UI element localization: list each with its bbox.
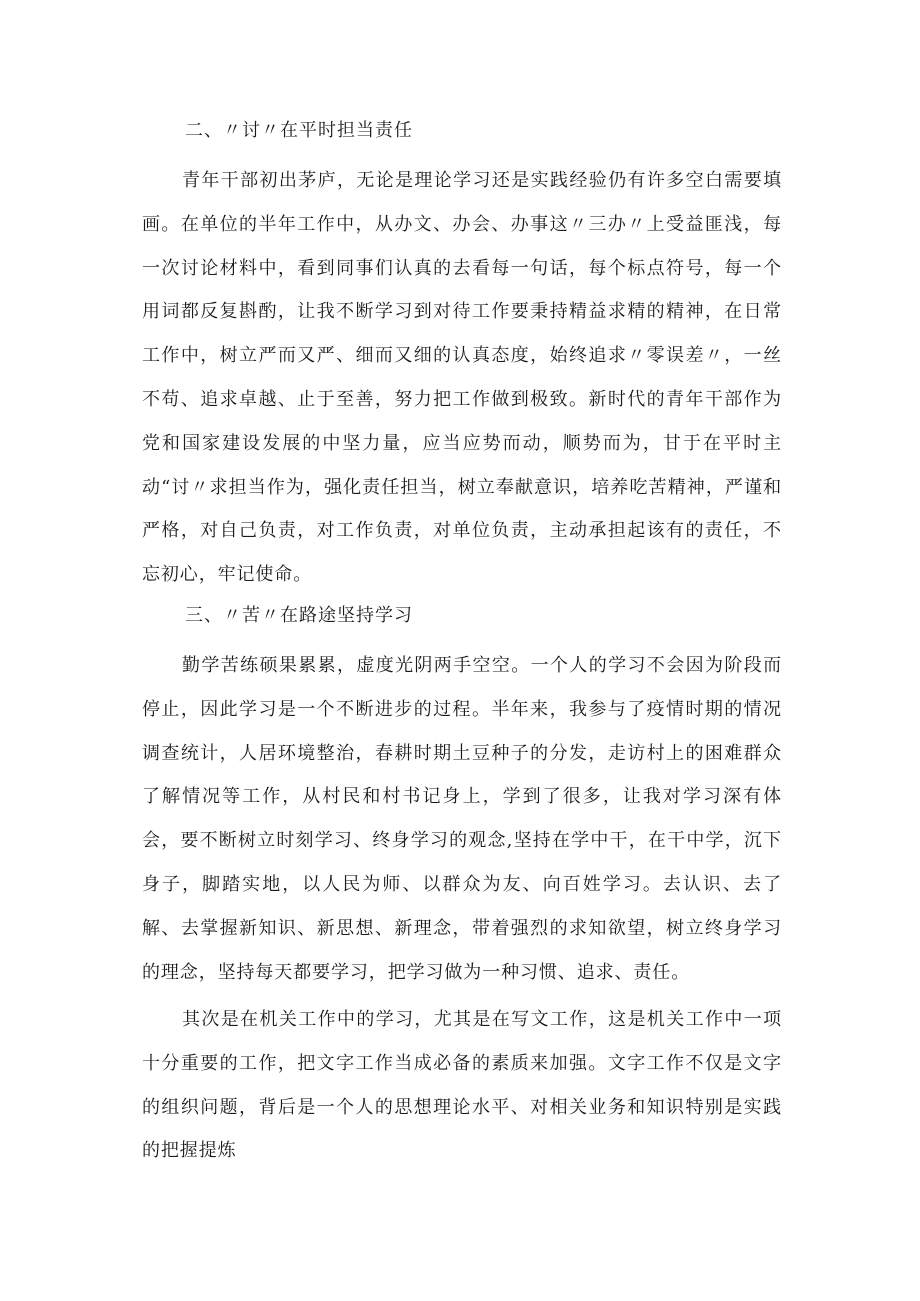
section-three-paragraph-1: 勤学苦练硕果累累，虚度光阴两手空空。一个人的学习不会因为阶段而停止，因此学习是一个不断进步的过程。半年来，我参与了疫情时期的情况调查统计，人居环境整治，春耕时期土豆种子的分发，走访村上的困难群众了解情况等工作，从村民和村书记身上，学到了很多，让我对学习深有体会，要不断树立时刻学习、终身学习的观念,坚持在学中干，在干中学，沉下身子，脚踏实地，以人民为师、以群众为友、向百姓学习。去认识、去了解、去掌握新知识、新思想、新理念，带着强烈的求知欲望，树立终身学习的理念，坚持每天都要学习，把学习做为一种习惯、追求、责任。 xyxy=(142,655,782,983)
section-two-paragraph: 青年干部初出茅庐，无论是理论学习还是实践经验仍有许多空白需要填画。在单位的半年工作中，从办文、办会、办事这〃三办〃上受益匪浅，每一次讨论材料中，看到同事们认真的去看每一句话，每个标点符号，每一个用词都反复斟酌，让我不断学习到对待工作要秉持精益求精的精神，在日常工作中，树立严而又严、细而又细的认真态度，始终追求〃零误差〃，一丝不苟、追求卓越、止于至善，努力把工作做到极致。新时代的青年干部作为党和国家建设发展的中坚力量，应当应势而动，顺势而为，甘于在平时主动“讨〃求担当作为，强化责任担当，树立奉献意识，培养吃苦精神，严谨和严格，对自己负责，对工作负责，对单位负责，主动承担起该有的责任，不忘初心，牢记使命。 xyxy=(142,170,782,586)
section-three-paragraph-2: 其次是在机关工作中的学习，尤其是在写文工作，这是机关工作中一项十分重要的工作，把文字工作当成必备的素质来加强。文字工作不仅是文字的组织问题，背后是一个人的思想理论水平、对相关业务和知识特别是实践的把握提炼 xyxy=(142,1009,782,1162)
section-three-heading: 三、〃苦〃在路途坚持学习 xyxy=(185,605,413,626)
section-two-heading: 二、〃讨〃在平时担当责任 xyxy=(185,120,413,141)
